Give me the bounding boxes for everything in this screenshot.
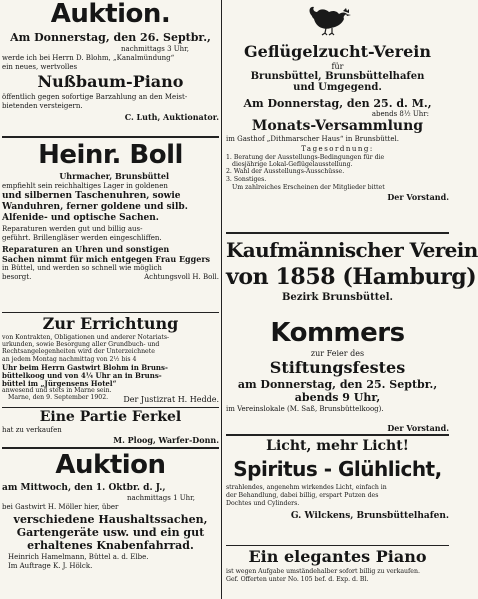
- errichtung-signature: Der Justizrat H. Hedde.: [123, 395, 219, 404]
- text-line: anwesend und stets in Marne sein.: [2, 386, 112, 394]
- sub-line: Brunsbüttel, Brunsbüttelhafen: [250, 71, 425, 82]
- date-line: am Donnerstag, den 25. Septbr.,: [237, 378, 438, 391]
- divider: [2, 312, 219, 313]
- item-intro: ein neues, wertvolles: [2, 63, 78, 71]
- ferkel-signature: M. Ploog, Warfer-Donn.: [113, 435, 219, 445]
- closing-line: Um zahlreiches Erscheinen der Mitglieder bittet: [232, 183, 385, 191]
- ad-title: Auktion: [55, 450, 166, 480]
- sub-line: und Umgegend.: [293, 82, 382, 93]
- time-line: nachmittags 1 Uhr,: [127, 494, 195, 502]
- text-line: Rechtsangelegenheiten wird der Unterzeichnete: [2, 348, 155, 356]
- agenda-item: 2. Wahl der Ausstellungs-Ausschüsse.: [226, 168, 345, 176]
- closing-row: [2, 274, 219, 281]
- gefluegelzucht-ad: [226, 0, 449, 230]
- ad-title: Kaufmännischer Verein: [226, 238, 478, 262]
- item-name: Nußbaum-Piano: [37, 72, 184, 91]
- agenda-item: 1. Beratung der Ausstellungs-Bedingungen für die: [226, 154, 385, 161]
- ad-title: Eine Partie Ferkel: [39, 409, 182, 425]
- text-line: büttel im „Jürgensens Hotel“: [2, 378, 117, 388]
- signature: C. Luth, Auktionator.: [124, 112, 219, 122]
- divider: [226, 232, 449, 234]
- terms-line-1: öffentlich gegen sofortige Barzahlung an den Meist-: [2, 93, 188, 101]
- date-line: Marne, den 9. September 1902.: [8, 394, 109, 402]
- divider: [2, 447, 219, 449]
- ad-title: Spiritus - Glühlicht,: [233, 457, 442, 481]
- text-line: von Kontrakten, Obligationen und anderer Notariats-: [2, 334, 170, 341]
- agenda-item: diesjährige Lokal-Geflügelausstellung.: [232, 161, 353, 169]
- text-line: strahlendes, angenehm wirkendes Licht, einfach in: [226, 484, 387, 491]
- kommers-ad: [226, 320, 449, 424]
- time-line: abends 9 Uhr,: [294, 391, 381, 404]
- signature: Achtungsvoll H. Boll.: [144, 273, 219, 281]
- signature: Der Vorstand.: [387, 192, 449, 203]
- event-name: Stiftungsfestes: [269, 358, 406, 377]
- text-line: und silbernen Taschenuhren, sowie: [2, 191, 181, 201]
- signature: G. Wilckens, Brunsbüttelhafen.: [290, 510, 449, 521]
- sub-line: Bezirk Brunsbüttel.: [281, 292, 393, 303]
- divider: [2, 407, 219, 408]
- boll-watchmaker-ad: [2, 140, 219, 311]
- divider: [226, 545, 449, 546]
- text-line: Uhr beim Herrn Gastwirt Blohm in Bruns-: [2, 362, 168, 372]
- place-line: im Gasthof „Dithmarscher Haus“ in Brunsbüttel.: [226, 135, 399, 143]
- signature: Im Auftrage K. J. Hölck.: [8, 562, 93, 570]
- sub-line: zur Feier des: [310, 349, 365, 358]
- ad-title: von 1858 (Hamburg): [226, 264, 477, 290]
- signature: Heinrich Hamelmann, Büttel a. d. Elbe.: [8, 553, 149, 561]
- text-line: Reparaturen an Uhren und sonstigen: [2, 244, 170, 254]
- text-line: Reparaturen werden gut und billig aus-: [2, 225, 143, 233]
- ad-title: Auktion.: [50, 0, 171, 29]
- text-line: Sachen nimmt für mich entgegen Frau Eggers: [2, 254, 211, 264]
- left-column: [2, 0, 219, 599]
- date-line: Am Donnerstag, den 26. Septbr.,: [10, 31, 211, 44]
- item-line: verschiedene Haushaltssachen,: [13, 513, 208, 526]
- ad-title: Ein elegantes Piano: [248, 547, 427, 566]
- closing-left: besorgt.: [2, 273, 32, 281]
- subtitle: Uhrmacher, Brunsbüttel: [59, 171, 169, 181]
- agenda-item: 3. Sonstiges.: [226, 175, 267, 183]
- column-divider: [221, 0, 222, 599]
- spiritus-gluehlicht-ad: [226, 437, 449, 544]
- text-line: büttelkoog und von 4¼ Uhr an in Bruns-: [2, 370, 162, 380]
- ad-title: Zur Errichtung: [42, 314, 179, 333]
- text-line: Alfenide- und optische Sachen.: [2, 213, 159, 223]
- right-column: [226, 0, 478, 599]
- rooster-icon: [306, 2, 352, 36]
- divider: [226, 434, 449, 436]
- date-line: Am Donnerstag, den 25. d. M.,: [243, 97, 432, 110]
- text-line: urkunden, sowie Besorgung aller Grundbuch- und: [2, 341, 160, 349]
- time-line: abends 8½ Uhr:: [371, 110, 429, 118]
- text-line: Gef. Offerten unter No. 105 bef. d. Exp. d. Bl.: [226, 576, 369, 584]
- text-line: geführt. Brillengläser werden eingeschliffen.: [2, 234, 162, 242]
- terms-line-2: bietenden versteigern.: [2, 102, 83, 110]
- text-line: an jedem Montag nachmittag von 2½ bis 4: [2, 355, 137, 363]
- text-line: Wanduhren, ferner goldene und silb.: [2, 202, 188, 212]
- piano-sale-ad: [226, 547, 449, 597]
- ad-title: Kommers: [270, 318, 405, 348]
- agenda-title: Tagesordnung:: [301, 145, 374, 153]
- text-line: empfiehlt sein reichhaltiges Lager in goldenen: [2, 182, 168, 190]
- date-line: am Mittwoch, den 1. Oktbr. d. J.,: [2, 483, 166, 493]
- sub-line: hat zu verkaufen: [2, 426, 62, 434]
- place-line: im Vereinslokale (M. Saß, Brunsbüttelkoog).: [226, 405, 384, 413]
- text-line: ist wegen Aufgabe umständehalber sofort billig zu verkaufen.: [226, 568, 420, 575]
- text-line: Dochtes und Cylinders.: [226, 500, 300, 508]
- event-name: Monats-Versammlung: [251, 118, 424, 134]
- ad-title: Licht, mehr Licht!: [266, 438, 409, 454]
- kommers-signature: Der Vorstand.: [387, 423, 449, 433]
- ad-title: Geflügelzucht-Verein: [244, 42, 431, 61]
- sub-line: für: [331, 62, 344, 71]
- kaufmaennischer-verein-ad: [226, 236, 478, 322]
- divider: [2, 136, 219, 138]
- text-line: der Behandlung, dabei billig, erspart Putzen des: [226, 492, 379, 500]
- place-line: bei Gastwirt H. Möller hier, über: [2, 503, 119, 511]
- time-line: nachmittags 3 Uhr,: [121, 45, 189, 53]
- auktion-haushalt-ad: [2, 450, 219, 596]
- auktion-piano-ad: [2, 0, 219, 134]
- item-line: erhaltenes Knabenfahrrad.: [27, 539, 194, 552]
- text-line: in Büttel, und werden so schnell wie möglich: [2, 264, 162, 272]
- item-line: Gartengeräte usw. und ein gut: [16, 526, 205, 539]
- place-line: werde ich bei Herrn D. Blohm, „Kanalmündung“: [2, 54, 175, 62]
- ad-title: Heinr. Boll: [38, 140, 183, 170]
